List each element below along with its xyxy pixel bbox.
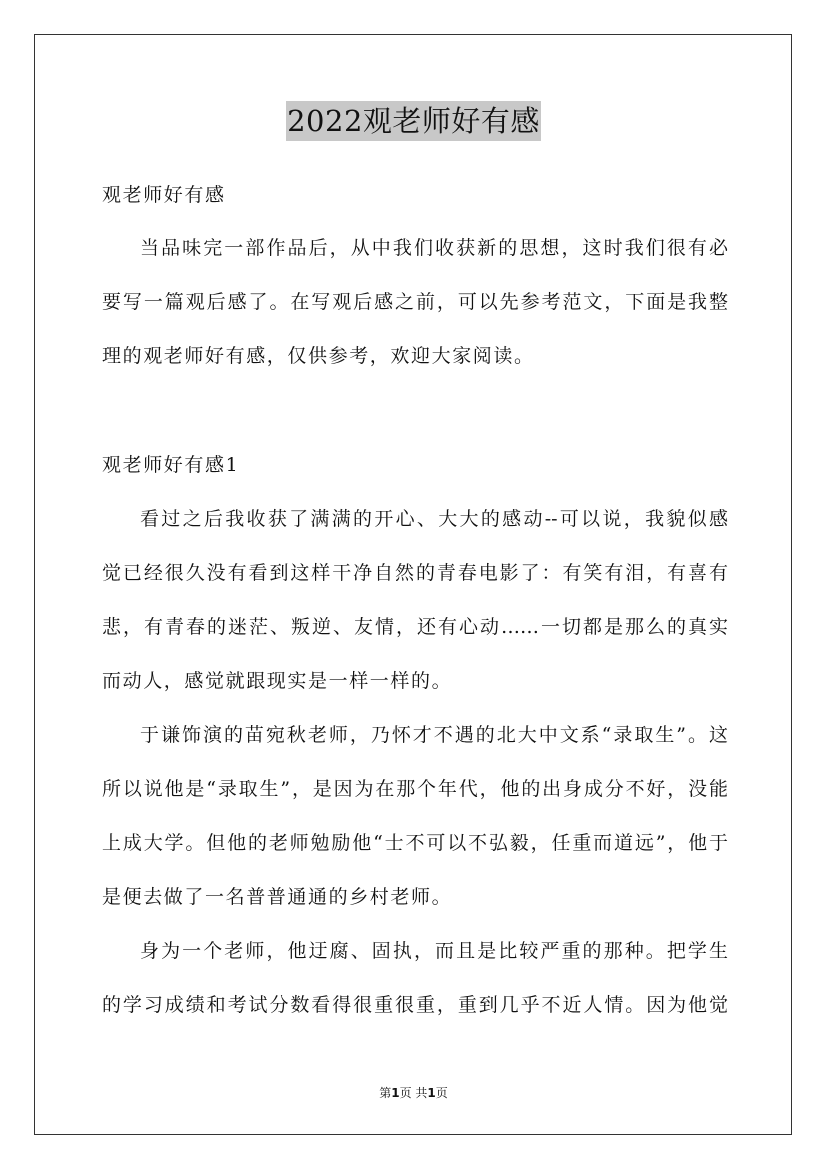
text-line: 悲，有青春的迷茫、叛逆、友情，还有心动……一切都是那么的真实 xyxy=(102,616,728,638)
title-container xyxy=(0,101,827,141)
text-line: 观老师好有感 xyxy=(102,184,226,206)
text-line: 理的观老师好有感，仅供参考，欢迎大家阅读。 xyxy=(102,345,535,367)
text-line: 所以说他是“录取生”，是因为在那个年代，他的出身成分不好，没能 xyxy=(102,778,728,800)
text-line: 观老师好有感1 xyxy=(102,454,240,476)
document-title: 2022观老师好有感 xyxy=(286,101,541,141)
footer-total-pages: 1 xyxy=(427,1086,436,1100)
footer-mid: 页 共 xyxy=(399,1086,428,1100)
text-line: 身为一个老师，他迂腐、固执，而且是比较严重的那种。把学生 xyxy=(140,940,728,962)
text-line: 而动人，感觉就跟现实是一样一样的。 xyxy=(102,670,453,692)
text-line: 于谦饰演的苗宛秋老师，乃怀才不遇的北大中文系“录取生”。这 xyxy=(140,724,728,746)
text-line: 上成大学。但他的老师勉励他“士不可以不弘毅，任重而道远”，他于 xyxy=(102,832,728,854)
text-line: 要写一篇观后感了。在写观后感之前，可以先参考范文，下面是我整 xyxy=(102,291,728,313)
text-line: 觉已经很久没有看到这样干净自然的青春电影了：有笑有泪，有喜有 xyxy=(102,562,728,584)
page-footer xyxy=(0,1084,827,1101)
text-line: 看过之后我收获了满满的开心、大大的感动--可以说，我貌似感 xyxy=(140,508,728,530)
footer-prefix: 第 xyxy=(379,1086,392,1100)
footer-suffix: 页 xyxy=(435,1086,448,1100)
footer-page-number: 1 xyxy=(391,1086,400,1100)
text-line: 当品味完一部作品后，从中我们收获新的思想，这时我们很有必 xyxy=(140,237,728,259)
text-line: 是便去做了一名普普通通的乡村老师。 xyxy=(102,886,453,908)
text-line: 的学习成绩和考试分数看得很重很重，重到几乎不近人情。因为他觉 xyxy=(102,994,728,1016)
